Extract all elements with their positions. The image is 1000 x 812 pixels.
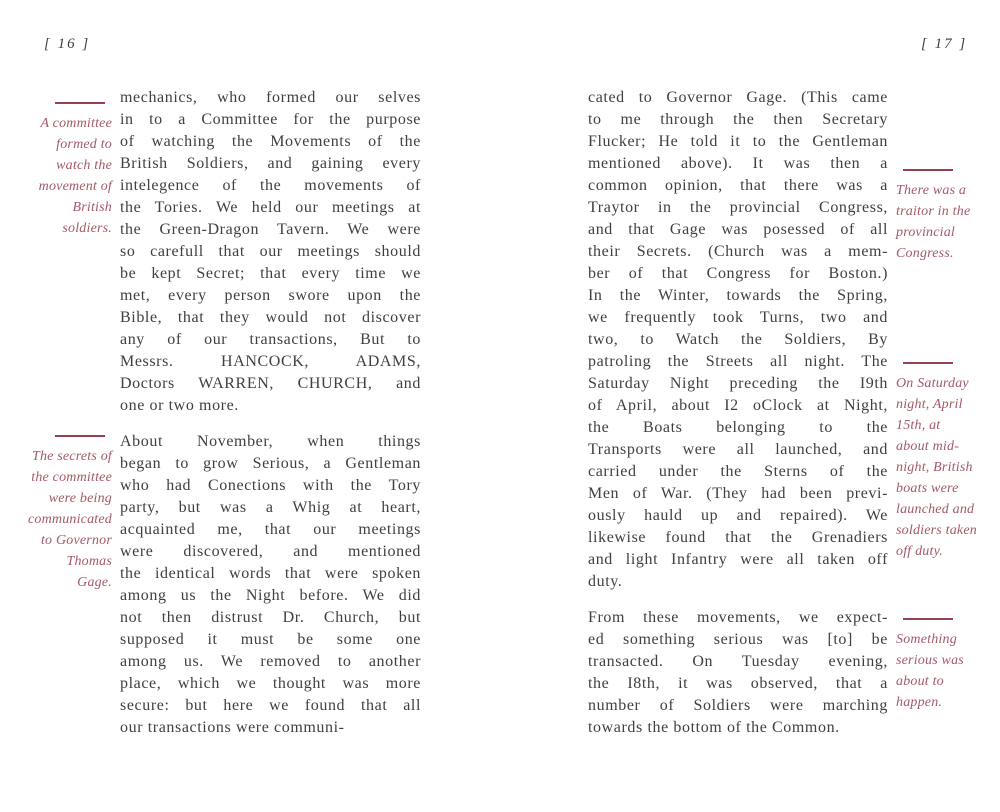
body-line: supposed it must be some one [120, 631, 421, 648]
margin-note-line: night, British [896, 460, 973, 475]
margin-note [896, 362, 984, 562]
body-line: of watching the Movements of the [120, 133, 421, 150]
body-text-column-left [120, 87, 421, 739]
body-line: common opinion, that there was a [588, 177, 888, 194]
body-line: cated to Governor Gage. (This came [588, 89, 888, 106]
body-line: Bible, that they would not discover [120, 309, 421, 326]
body-line: the Green-Dragon Tavern. We were [120, 221, 421, 238]
margin-note-line: night, April [896, 397, 963, 412]
body-line: secure: but here we found that all [120, 697, 421, 714]
body-line: patroling the Streets all night. The [588, 353, 888, 370]
body-line: Messrs. HANCOCK, ADAMS, [120, 353, 421, 370]
body-line: in to a Committee for the purpose [120, 111, 421, 128]
margin-note-line: were being [48, 491, 112, 506]
page-number: [ 16 ] [44, 36, 91, 52]
margin-note [26, 435, 112, 593]
margin-note-line: boats were [896, 481, 959, 496]
margin-note-rule [903, 169, 953, 171]
margin-note-line: Congress. [896, 246, 954, 261]
body-text-column-right [588, 87, 888, 739]
body-line: we frequently took Turns, two and [588, 309, 888, 326]
body-line: the identical words that were spoken [120, 565, 421, 582]
body-line: any of our transactions, But to [120, 331, 421, 348]
margin-note-line: about mid- [896, 439, 960, 454]
body-line: carried under the Sterns of the [588, 463, 888, 480]
margin-note-line: A committee [40, 116, 112, 131]
body-line: duty. [588, 573, 623, 590]
margin-note-line: off duty. [896, 544, 943, 559]
body-line: to me through the then Secretary [588, 111, 888, 128]
margin-note-line: soldiers taken [896, 523, 977, 538]
margin-note [896, 169, 984, 264]
margin-note-line: about to [896, 674, 944, 689]
margin-note-line: to Governor [40, 533, 112, 548]
body-line: ed something serious was [to] be [588, 631, 888, 648]
body-line: intelegence of the movements of [120, 177, 421, 194]
body-line: From these movements, we expect- [588, 609, 888, 626]
margin-note-rule [903, 362, 953, 364]
margin-note-line: Thomas [66, 554, 112, 569]
margin-note-rule [55, 435, 105, 437]
margin-note-rule [55, 102, 105, 104]
body-line: In the Winter, towards the Spring, [588, 287, 888, 304]
margin-note-line: Something [896, 632, 957, 647]
body-line: About November, when things [120, 433, 421, 450]
margin-note-line: The secrets of [31, 449, 112, 464]
body-line: Men of War. (They had been previ- [588, 485, 888, 502]
body-line: mechanics, who formed our selves [120, 89, 421, 106]
body-line: began to grow Serious, a Gentleman [120, 455, 421, 472]
body-line: Doctors WARREN, CHURCH, and [120, 375, 421, 392]
body-line: towards the bottom of the Common. [588, 719, 840, 736]
margin-note-line: soldiers. [62, 221, 112, 236]
body-line: British Soldiers, and gaining every [120, 155, 421, 172]
margin-note-line: the committee [31, 470, 112, 485]
body-line: Flucker; He told it to the Gentleman [588, 133, 888, 150]
body-line: be kept Secret; that every time we [120, 265, 421, 282]
paragraph [588, 607, 888, 739]
margin-note-line: Gage. [77, 575, 112, 590]
body-line: of April, about I2 oClock at Night, [588, 397, 888, 414]
body-line: were discovered, and mentioned [120, 543, 421, 560]
margin-note [26, 102, 112, 239]
page-number: [ 17 ] [921, 36, 968, 52]
body-line: mentioned above). It was then a [588, 155, 888, 172]
body-line: acquainted me, that our meetings [120, 521, 421, 538]
body-line: not then distrust Dr. Church, but [120, 609, 421, 626]
margin-note-line: watch the [56, 158, 112, 173]
margin-note-line: British [72, 200, 112, 215]
margin-note-line: On Saturday [896, 376, 969, 391]
margin-note-rule [903, 618, 953, 620]
body-line: one or two more. [120, 397, 239, 414]
body-line: and that Gage was posessed of all [588, 221, 888, 238]
body-line: two, to Watch the Soldiers, By [588, 331, 888, 348]
body-line: Transports were all launched, and [588, 441, 888, 458]
margin-note-line: serious was [896, 653, 964, 668]
margin-note-line: 15th, at [896, 418, 941, 433]
body-line: our transactions were communi- [120, 719, 345, 736]
page-right [500, 0, 1000, 812]
body-line: place, which we thought was more [120, 675, 421, 692]
body-line: among us. We removed to another [120, 653, 421, 670]
body-line: their Secrets. (Church was a mem- [588, 243, 888, 260]
body-line: the Tories. We held our meetings at [120, 199, 421, 216]
margin-note-line: movement of [38, 179, 112, 194]
margin-note-line: There was a [896, 183, 967, 198]
body-line: transacted. On Tuesday evening, [588, 653, 888, 670]
margin-note-line: formed to [56, 137, 112, 152]
margin-note-line: traitor in the [896, 204, 971, 219]
body-line: who had Conections with the Tory [120, 477, 421, 494]
body-line: party, but was a Whig at heart, [120, 499, 421, 516]
paragraph [120, 431, 421, 739]
body-line: ously hauld up and repaired). We [588, 507, 888, 524]
body-line: likewise found that the Grenadiers [588, 529, 888, 546]
paragraph [588, 87, 888, 593]
body-line: met, every person swore upon the [120, 287, 421, 304]
margin-note-line: launched and [896, 502, 975, 517]
body-line: Saturday Night preceding the I9th [588, 375, 888, 392]
body-line: the Boats belonging to the [588, 419, 888, 436]
body-line: among us the Night before. We did [120, 587, 421, 604]
body-line: ber of that Congress for Boston.) [588, 265, 888, 282]
margin-note-line: provincial [896, 225, 956, 240]
body-line: Traytor in the provincial Congress, [588, 199, 888, 216]
body-line: and light Infantry were all taken off [588, 551, 888, 568]
body-line: number of Soldiers were marching [588, 697, 888, 714]
margin-note-line: happen. [896, 695, 943, 710]
paragraph [120, 87, 421, 417]
margin-note-line: communicated [27, 512, 112, 527]
body-line: so carefull that our meetings should [120, 243, 421, 260]
margin-note [896, 618, 984, 713]
body-line: the I8th, it was observed, that a [588, 675, 888, 692]
